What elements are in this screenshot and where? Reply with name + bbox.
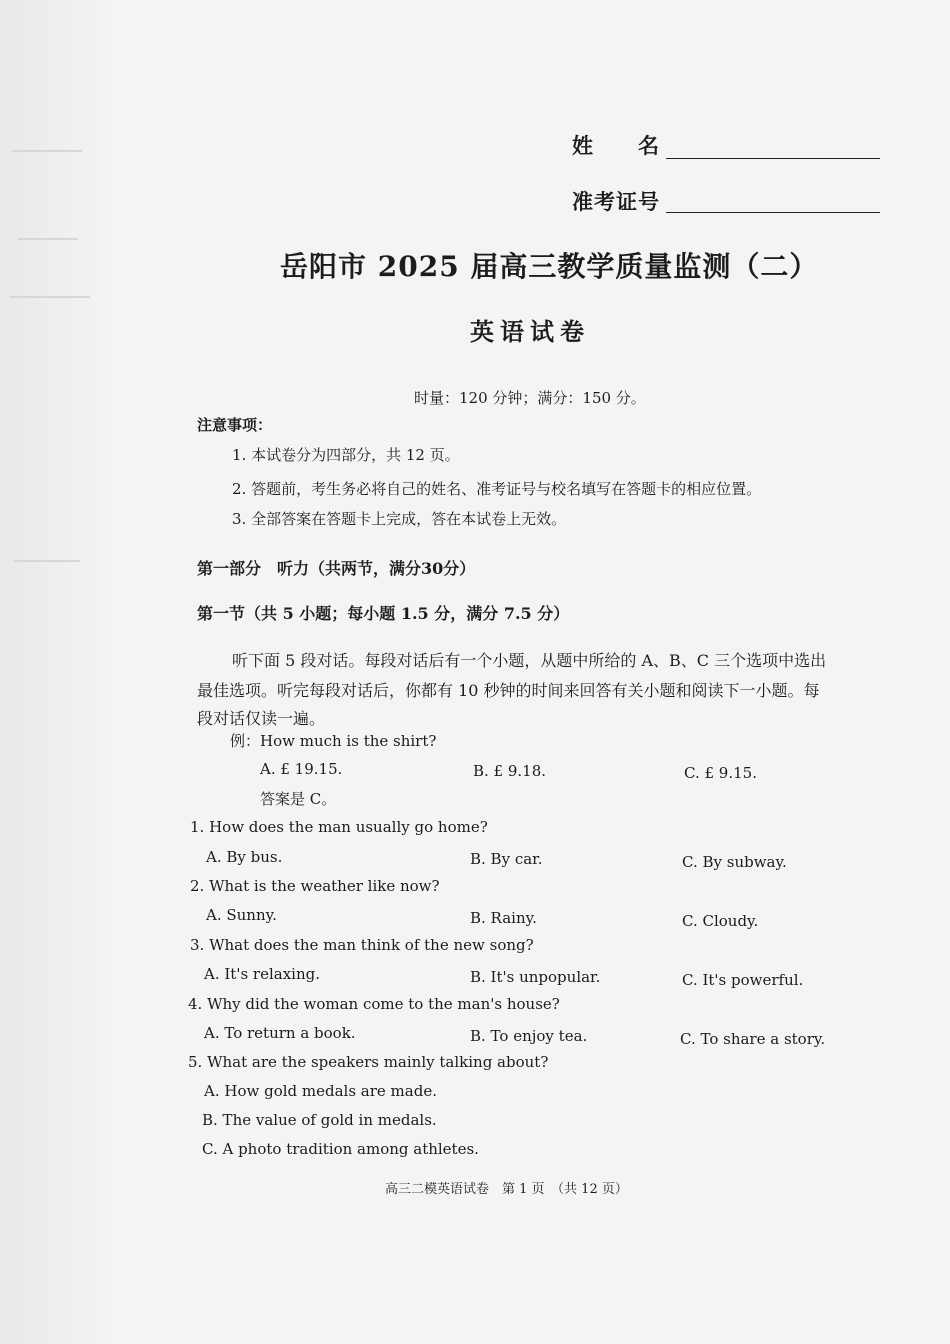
exam-id-field[interactable] — [666, 212, 880, 213]
q1-option-c: C. By subway. — [682, 853, 787, 871]
name-label: 姓 名 — [572, 134, 660, 158]
question-1: 1. How does the man usually go home? — [190, 818, 488, 836]
example-answer: 答案是 C。 — [260, 790, 337, 808]
question-2: 2. What is the weather like now? — [190, 877, 440, 895]
q4-option-a: A. To return a book. — [204, 1024, 356, 1042]
note-item: 1. 本试卷分为四部分，共 12 页。 — [232, 446, 460, 464]
exam-title: 岳阳市 2025 届高三教学质量监测（二） — [280, 250, 819, 283]
q1-option-a: A. By bus. — [206, 848, 283, 866]
q2-option-b: B. Rainy. — [470, 909, 537, 927]
instruction-line: 听下面 5 段对话。每段对话后有一个小题，从题中所给的 A、B、C 三个选项中选出 — [232, 651, 827, 670]
section1-heading: 第一节（共 5 小题；每小题 1.5 分，满分 7.5 分） — [197, 604, 570, 623]
q5-option-b: B. The value of gold in medals. — [202, 1111, 437, 1129]
instruction-line: 段对话仅读一遍。 — [197, 709, 326, 728]
q1-option-b: B. By car. — [470, 850, 543, 868]
example-question: 例：How much is the shirt? — [230, 732, 437, 750]
q3-option-b: B. It's unpopular. — [470, 968, 601, 986]
exam-subtitle: 英语试卷 — [470, 318, 590, 346]
q5-option-c: C. A photo tradition among athletes. — [202, 1140, 479, 1158]
name-field[interactable] — [666, 158, 880, 159]
q2-option-c: C. Cloudy. — [682, 912, 759, 930]
instruction-line: 最佳选项。听完每段对话后，你都有 10 秒钟的时间来回答有关小题和阅读下一小题。每 — [197, 681, 820, 700]
q4-option-c: C. To share a story. — [680, 1030, 826, 1048]
q2-option-a: A. Sunny. — [206, 906, 277, 924]
time-info: 时量：120 分钟；满分：150 分。 — [414, 389, 646, 407]
example-option-a: A. £ 19.15. — [260, 760, 343, 778]
q3-option-a: A. It's relaxing. — [204, 965, 320, 983]
note-item: 3. 全部答案在答题卡上完成，答在本试卷上无效。 — [232, 510, 567, 528]
q5-option-a: A. How gold medals are made. — [204, 1082, 437, 1100]
page-footer: 高三二模英语试卷 第 1 页 （共 12 页） — [385, 1182, 628, 1197]
part1-heading: 第一部分 听力（共两节，满分30分） — [197, 559, 476, 578]
question-3: 3. What does the man think of the new song? — [190, 936, 534, 954]
question-4: 4. Why did the woman come to the man's house? — [188, 995, 560, 1013]
example-option-b: B. £ 9.18. — [473, 762, 547, 780]
question-5: 5. What are the speakers mainly talking about? — [188, 1053, 549, 1071]
notes-heading: 注意事项： — [197, 416, 273, 434]
q4-option-b: B. To enjoy tea. — [470, 1027, 588, 1045]
exam-id-label: 准考证号 — [572, 190, 660, 214]
example-option-c: C. £ 9.15. — [684, 764, 757, 782]
note-item: 2. 答题前，考生务必将自己的姓名、准考证号与校名填写在答题卡的相应位置。 — [232, 480, 762, 498]
q3-option-c: C. It's powerful. — [682, 971, 804, 989]
